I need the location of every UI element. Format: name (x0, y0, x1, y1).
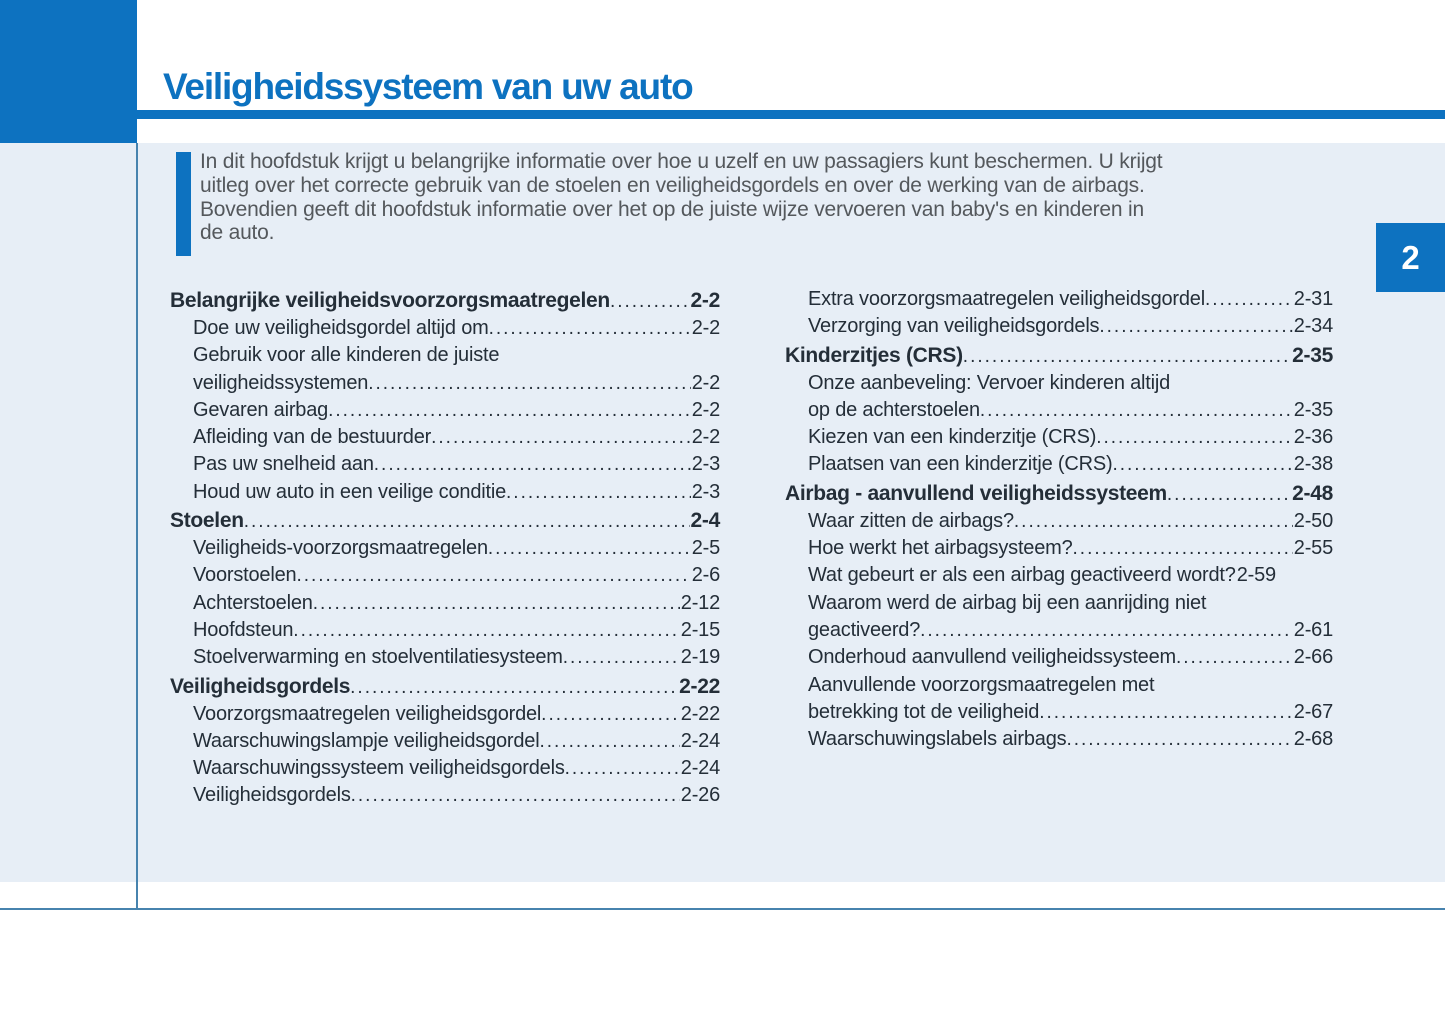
toc-entry (785, 286, 1333, 313)
toc-page-number: 2-2 (691, 317, 720, 339)
toc-entry-label: betrekking tot de veiligheid (808, 700, 1040, 723)
intro-line: Bovendien geeft dit hoofdstuk informatie over het op de juiste wijze vervoeren van baby's en kinderen in (200, 197, 1144, 221)
toc-page-number: 2-4 (690, 509, 720, 533)
toc-entry (785, 672, 1333, 727)
toc-entry-label: Gevaren airbag (193, 398, 329, 421)
toc-page-number: 2-22 (680, 702, 720, 725)
toc-entry-label: Onze aanbeveling: Vervoer kinderen altijd (808, 371, 1171, 394)
toc-entry (170, 315, 720, 342)
toc-page-number: 2-50 (1293, 509, 1333, 532)
toc-entry (170, 562, 720, 589)
toc-line (785, 590, 1333, 617)
toc-leader-dots (296, 562, 690, 589)
toc-line (170, 287, 720, 315)
toc-page-number: 2-3 (691, 453, 720, 476)
toc-entry (785, 342, 1333, 370)
chapter-number: 2 (1401, 238, 1420, 276)
toc-page-number: 2-15 (680, 618, 720, 641)
toc-entry-label: Afleiding van de bestuurder (193, 426, 432, 449)
toc-entry-label: Gebruik voor alle kinderen de juiste (193, 344, 500, 367)
toc-line (785, 535, 1333, 562)
toc-entry-label: Verzorging van veiligheidsgordels (808, 315, 1100, 338)
chapter-number-tab (1376, 223, 1445, 292)
toc-line (170, 701, 720, 728)
page-title: Veiligheidssysteem van uw auto (163, 66, 693, 107)
toc-entry-label: Waarschuwingslampje veiligheidsgordel (193, 729, 540, 752)
title-underline-rule (137, 110, 1445, 119)
toc-page-number: 2-26 (680, 784, 720, 807)
toc-entry (170, 342, 720, 397)
toc-entry-label: Airbag - aanvullend veiligheidssysteem (785, 481, 1167, 505)
toc-page-number: 2-36 (1293, 426, 1333, 449)
toc-leader-dots (431, 424, 691, 451)
toc-entry-label: Achterstoelen (193, 591, 313, 614)
toc-entry-label: Waarom werd de airbag bij een aanrijding niet (808, 591, 1207, 614)
toc-entry-label: Hoe werkt het airbagsysteem? (808, 537, 1073, 560)
toc-line (785, 726, 1333, 753)
toc-leader-dots (328, 397, 691, 424)
toc-line (170, 562, 720, 589)
toc-entry-label: Waarschuwingslabels airbags (808, 728, 1067, 751)
intro-line: uitleg over het correcte gebruik van de stoelen en veiligheidsgordels en over de werking van de airbags. (200, 173, 1145, 197)
toc-entry (170, 782, 720, 809)
toc-leader-dots (374, 451, 691, 478)
toc-line (170, 507, 720, 535)
intro-paragraph (200, 150, 1162, 245)
toc-entry (785, 370, 1333, 425)
toc-entry-label: Extra voorzorgsmaatregelen veiligheidsgordel (808, 288, 1205, 310)
toc-line (170, 315, 720, 342)
toc-line (170, 451, 720, 478)
toc-line (170, 728, 720, 755)
intro-line: In dit hoofdstuk krijgt u belangrijke informatie over hoe u uzelf en uw passagiers kunt beschermen. U krijgt (200, 150, 1163, 173)
toc-line (170, 397, 720, 424)
toc-entry-label: Houd uw auto in een veilige conditie (193, 480, 507, 503)
toc-entry-label: Pas uw snelheid aan (193, 453, 374, 476)
toc-leader-dots (1014, 508, 1293, 535)
toc-page-number: 2-35 (1293, 398, 1333, 421)
toc-entry (170, 479, 720, 506)
toc-entry (170, 451, 720, 478)
toc-entry (170, 755, 720, 782)
toc-entry-label: Waar zitten de airbags? (808, 509, 1014, 532)
toc-entry (170, 701, 720, 728)
toc-leader-dots (351, 782, 680, 809)
toc-line (785, 286, 1333, 313)
toc-leader-dots (506, 479, 691, 506)
toc-leader-dots (1099, 313, 1292, 340)
toc-leader-dots (1176, 644, 1293, 671)
toc-page-number: 2-24 (680, 729, 720, 752)
intro-accent-bar (176, 152, 191, 256)
toc-leader-dots (980, 397, 1293, 424)
toc-line (170, 590, 720, 617)
toc-entry (170, 644, 720, 671)
toc-leader-dots (1039, 699, 1293, 726)
toc-entry-label: Kiezen van een kinderzitje (CRS) (808, 426, 1097, 449)
toc-leader-dots (539, 728, 679, 755)
toc-line (170, 755, 720, 782)
toc-entry-label: Veiligheidsgordels (193, 784, 351, 807)
toc-entry (785, 644, 1333, 671)
toc-entry-label: Aanvullende voorzorgsmaatregelen met (808, 673, 1155, 696)
toc-entry (785, 424, 1333, 451)
toc-leader-dots (244, 507, 690, 536)
toc-entry (170, 424, 720, 451)
toc-column-right (785, 286, 1333, 753)
toc-entry-label: Voorzorgsmaatregelen veiligheidsgordel (193, 702, 542, 725)
toc-line (785, 370, 1333, 397)
toc-leader-dots (313, 590, 680, 617)
toc-entry (170, 287, 720, 315)
toc-entry (785, 508, 1333, 535)
toc-entry-label: Stoelen (170, 509, 244, 533)
toc-page-number: 2-22 (679, 674, 720, 698)
bottom-page-rule (0, 908, 1445, 910)
toc-page-number: 2-24 (680, 757, 720, 780)
toc-entry-label: Belangrijke veiligheidsvoorzorgsmaatregelen (170, 289, 610, 312)
toc-leader-dots (350, 673, 678, 702)
toc-page-number: 2-66 (1293, 646, 1333, 669)
toc-line (170, 342, 720, 369)
toc-entry (785, 590, 1333, 645)
toc-page-number: 2-61 (1293, 618, 1333, 641)
toc-line (785, 644, 1333, 671)
toc-entry (170, 535, 720, 562)
toc-entry-label: Doe uw veiligheidsgordel altijd om (193, 317, 489, 339)
toc-leader-dots (1112, 451, 1292, 478)
toc-entry (785, 562, 1333, 589)
toc-line (785, 397, 1333, 424)
toc-entry-label: Wat gebeurt er als een airbag geactiveerd wordt? (808, 564, 1236, 587)
toc-entry-label: Voorstoelen (193, 564, 297, 587)
toc-line (785, 313, 1333, 340)
toc-entry-label: Plaatsen van een kinderzitje (CRS) (808, 453, 1113, 476)
toc-entry-label: Stoelverwarming en stoelventilatiesysteem (193, 646, 563, 669)
toc-leader-dots (920, 617, 1293, 644)
toc-entry (170, 673, 720, 701)
toc-leader-dots (489, 315, 691, 342)
toc-entry-label: geactiveerd? (808, 618, 921, 641)
toc-entry (785, 313, 1333, 340)
toc-page-number: 2-2 (691, 371, 720, 394)
toc-line (785, 672, 1333, 699)
toc-page-number: 2-35 (1292, 343, 1333, 367)
toc-line (170, 479, 720, 506)
toc-page-number: 2-38 (1293, 453, 1333, 476)
toc-line (170, 424, 720, 451)
toc-line (785, 424, 1333, 451)
toc-line (170, 782, 720, 809)
toc-leader-dots (488, 535, 691, 562)
toc-leader-dots (1167, 480, 1291, 509)
toc-page-number: 2-19 (680, 646, 720, 669)
toc-line (785, 562, 1333, 589)
toc-page-number: 2-34 (1293, 315, 1333, 338)
toc-page-number: 2-48 (1292, 481, 1333, 505)
toc-line (170, 617, 720, 644)
toc-entry (785, 480, 1333, 508)
toc-page-number: 2-59 (1236, 564, 1276, 587)
toc-line (170, 673, 720, 701)
toc-line (170, 644, 720, 671)
toc-entry (170, 617, 720, 644)
toc-leader-dots (565, 755, 680, 782)
toc-entry-label: Waarschuwingssysteem veiligheidsgordels (193, 757, 565, 780)
toc-leader-dots (293, 617, 679, 644)
toc-line (170, 535, 720, 562)
toc-page-number: 2-67 (1293, 700, 1333, 723)
toc-leader-dots (563, 644, 680, 671)
toc-page-number: 2-55 (1293, 537, 1333, 560)
toc-entry-label: veiligheidssystemen (193, 371, 369, 394)
toc-page-number: 2-12 (680, 591, 720, 614)
toc-leader-dots (1205, 286, 1293, 313)
toc-leader-dots (1073, 535, 1293, 562)
toc-line (785, 699, 1333, 726)
toc-entry-label: op de achterstoelen (808, 398, 980, 421)
toc-entry (170, 397, 720, 424)
toc-page-number: 2-68 (1293, 728, 1333, 751)
corner-accent-block (0, 0, 137, 143)
toc-entry-label: Veiligheids-voorzorgsmaatregelen (193, 537, 488, 560)
toc-leader-dots (1066, 726, 1292, 753)
toc-line (785, 508, 1333, 535)
toc-line (170, 370, 720, 397)
left-margin-rule (136, 143, 138, 910)
toc-entry (170, 590, 720, 617)
toc-leader-dots (963, 342, 1291, 371)
toc-entry (170, 728, 720, 755)
toc-entry-label: Onderhoud aanvullend veiligheidssysteem (808, 646, 1176, 669)
toc-page-number: 2-3 (691, 480, 720, 503)
toc-column-left (170, 286, 720, 810)
intro-line: de auto. (200, 221, 275, 245)
toc-entry (170, 507, 720, 535)
toc-entry-label: Veiligheidsgordels (170, 674, 351, 698)
toc-page-number: 2-5 (691, 537, 720, 560)
toc-leader-dots (541, 701, 680, 728)
toc-page-number: 2-31 (1293, 288, 1333, 310)
toc-line (785, 617, 1333, 644)
toc-page-number: 2-2 (690, 289, 720, 312)
toc-entry-label: Hoofdsteun (193, 618, 294, 641)
toc-leader-dots (1096, 424, 1293, 451)
toc-line (785, 451, 1333, 478)
toc-entry-label: Kinderzitjes (CRS) (785, 343, 963, 367)
toc-entry (785, 726, 1333, 753)
toc-leader-dots (368, 370, 691, 397)
toc-entry (785, 451, 1333, 478)
toc-entry (785, 535, 1333, 562)
toc-page-number: 2-2 (691, 426, 720, 449)
toc-line (785, 342, 1333, 370)
toc-line (785, 480, 1333, 508)
toc-page-number: 2-6 (691, 564, 720, 587)
toc-leader-dots (610, 287, 690, 316)
toc-page-number: 2-2 (691, 398, 720, 421)
